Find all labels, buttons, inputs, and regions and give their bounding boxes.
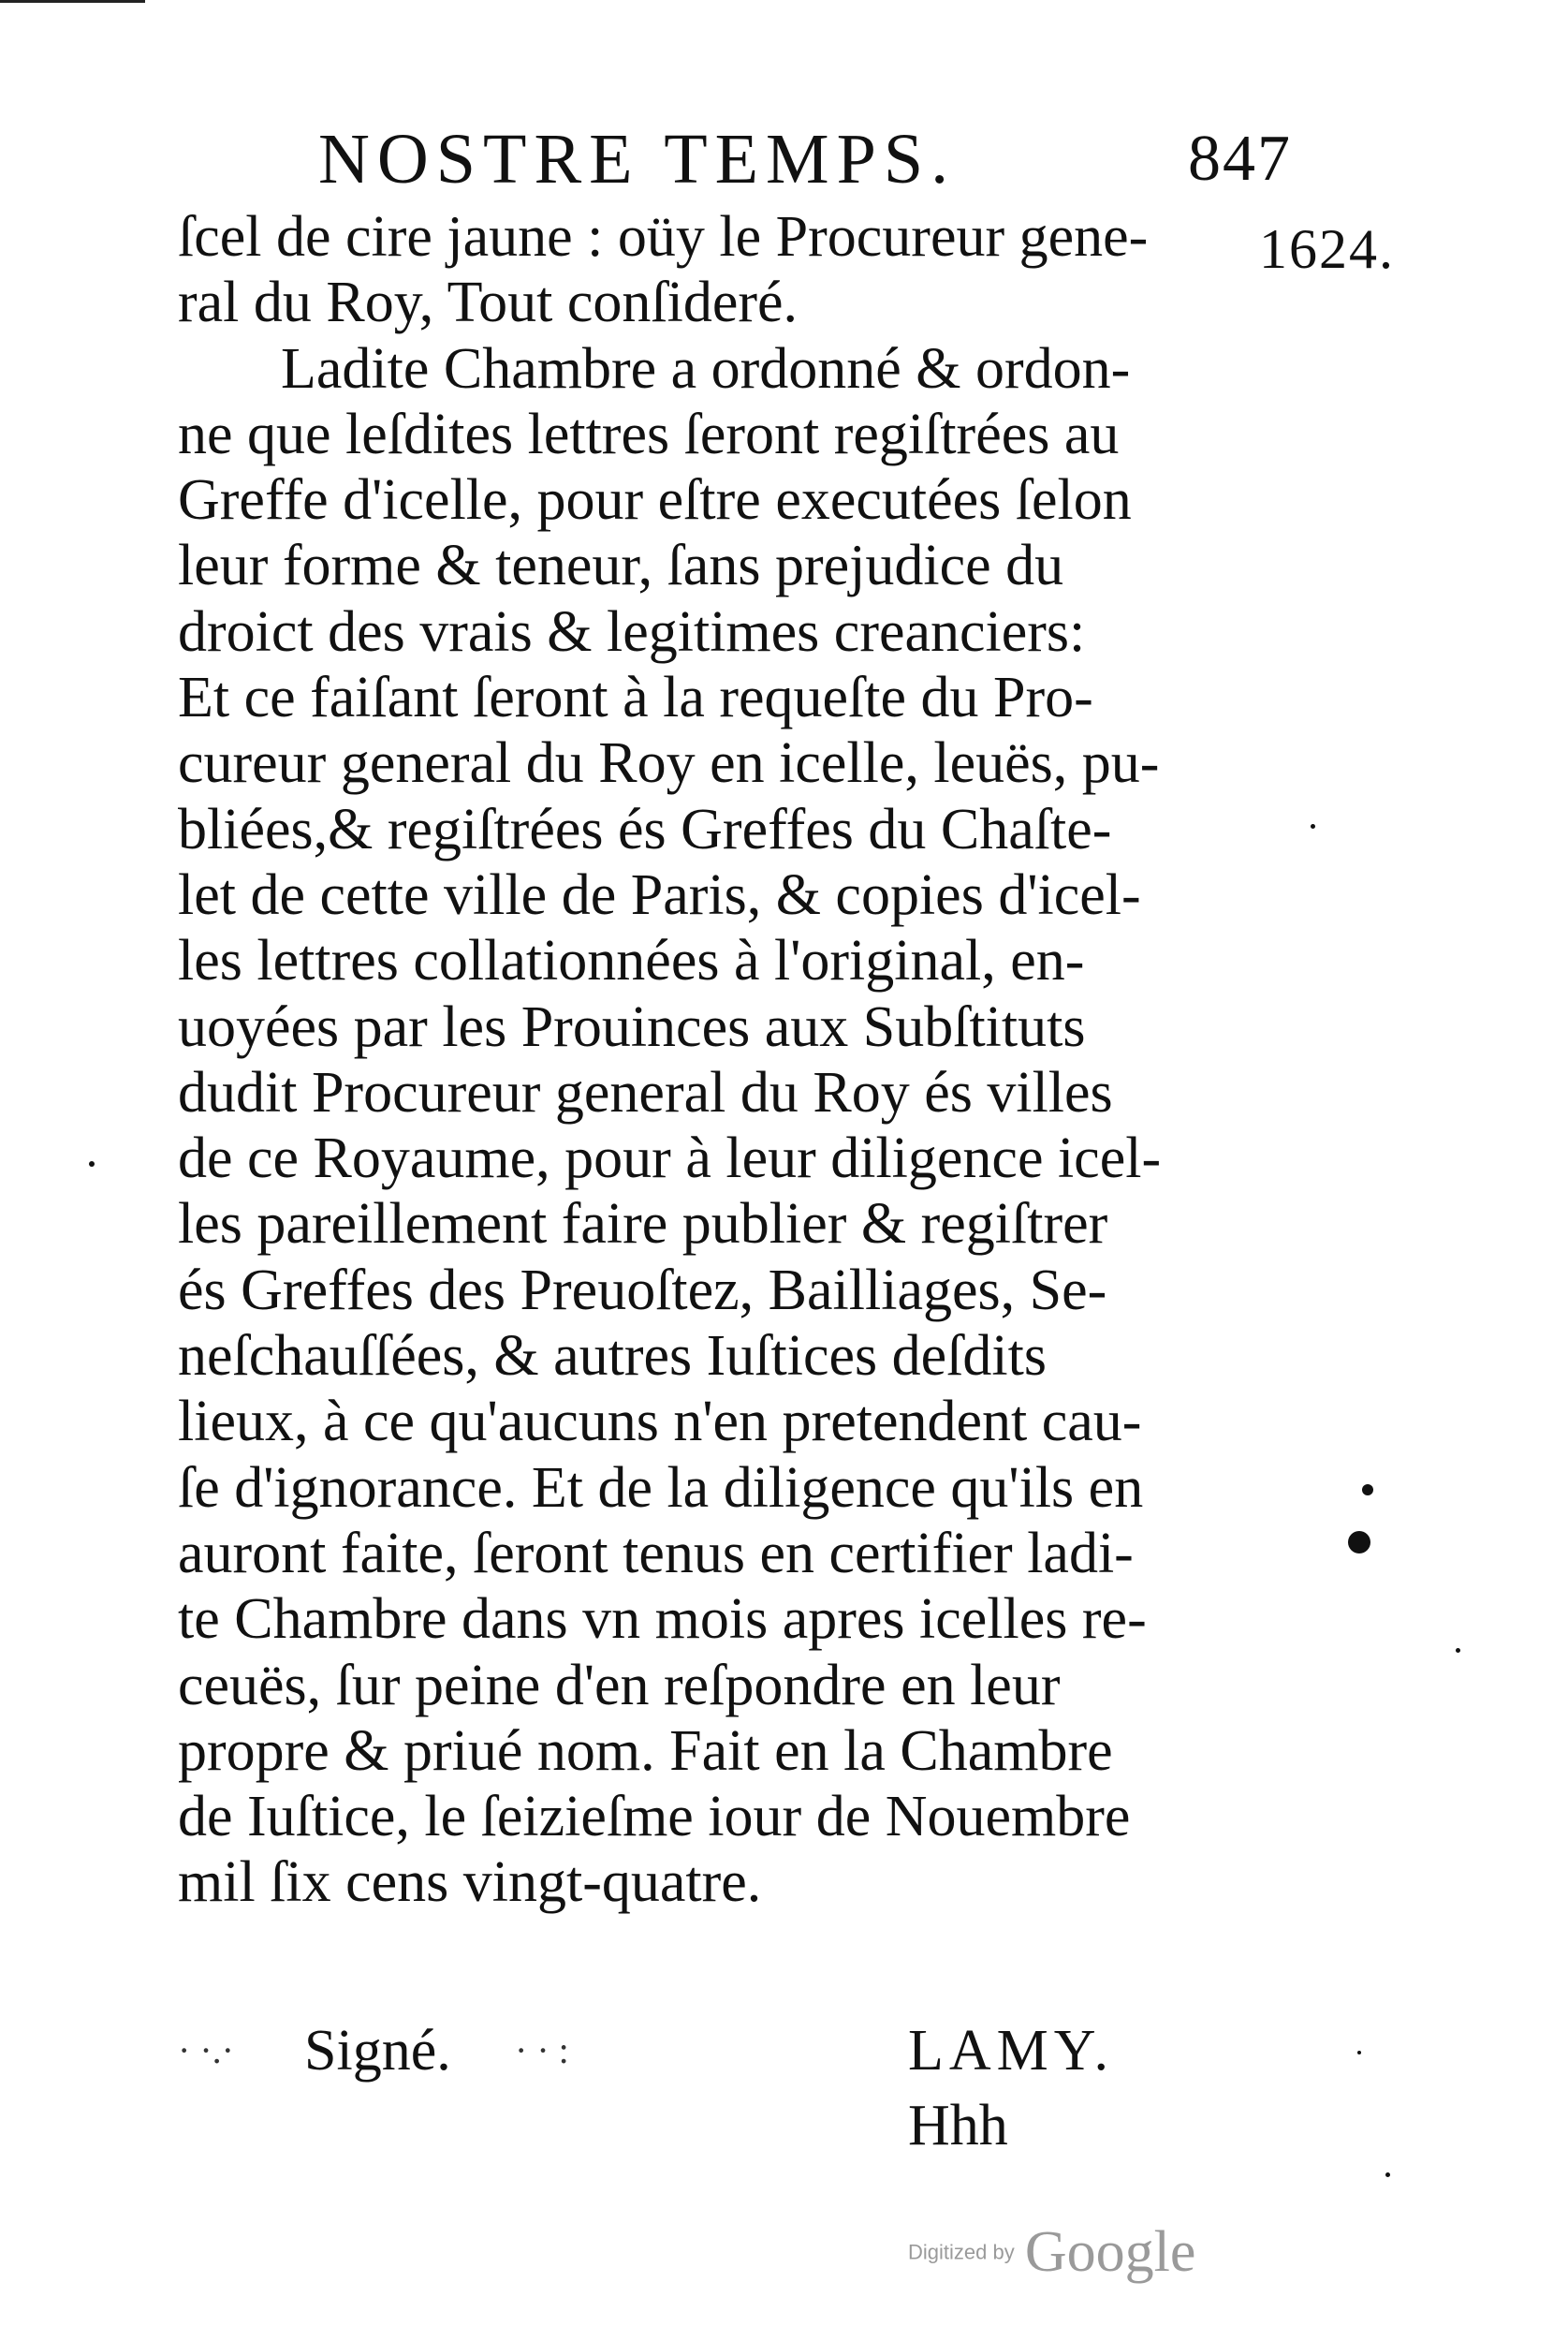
- body-line: te Chambre dans vn mois apres icelles re-: [178, 1587, 1147, 1652]
- body-text: [178, 204, 1264, 1916]
- body-line: droict des vrais & legitimes creanciers:: [178, 599, 1086, 664]
- body-line: Ladite Chambre a ordonné & ordon-: [281, 336, 1131, 401]
- catchword: Hhh: [908, 2094, 1008, 2157]
- watermark-brand: Google: [1024, 2220, 1196, 2284]
- body-line: mil ſix cens vingt-quatre.: [178, 1850, 762, 1915]
- body-line: ſe d'ignorance. Et de la diligence qu'ils en: [178, 1455, 1144, 1520]
- margin-year-note: 1624.: [1259, 218, 1395, 280]
- body-line: de ce Royaume, pour à leur diligence icel-: [178, 1126, 1162, 1191]
- ink-speck: [1385, 2172, 1390, 2177]
- body-line: lieux, à ce qu'aucuns n'en pretendent cau-: [178, 1390, 1142, 1454]
- body-line: let de cette ville de Paris, & copies d'icel-: [178, 862, 1141, 927]
- body-line: de Iuſtice, le ſeizieſme iour de Nouembre: [178, 1785, 1131, 1849]
- body-line: dudit Procureur general du Roy és villes: [178, 1060, 1113, 1125]
- body-line: bliées,& regiſtrées és Greffes du Chaſte-: [178, 797, 1112, 861]
- ink-speck: [1311, 824, 1315, 829]
- page-number: 847: [1188, 123, 1292, 195]
- body-line: uoyées par les Prouinces aux Subſtituts: [178, 994, 1086, 1059]
- signature-dots-left: · ·.·: [178, 2029, 234, 2071]
- ink-speck: [89, 1161, 95, 1167]
- body-line: ne que leſdites lettres ſeront regiſtrées au: [178, 402, 1120, 466]
- running-head: [318, 112, 1292, 206]
- body-line: leur forme & teneur, ſans prejudice du: [178, 534, 1064, 598]
- signature-label: Signé.: [304, 2019, 451, 2083]
- body-line: cureur general du Roy en icelle, leuës, pu-: [178, 731, 1160, 796]
- signatory-name: LAMY.: [908, 2019, 1115, 2083]
- ink-speck: [1357, 2051, 1361, 2054]
- digitization-watermark: [908, 2219, 1195, 2304]
- ink-speck: [1456, 1648, 1460, 1653]
- watermark-prefix: Digitized by: [908, 2240, 1015, 2264]
- body-line: auront faite, ſeront tenus en certifier ladi-: [178, 1521, 1134, 1585]
- body-line: ral du Roy, Tout conſideré.: [178, 271, 799, 335]
- body-line: Greffe d'icelle, pour eſtre executées ſelon: [178, 468, 1132, 533]
- body-line: ceuës, ſur peine d'en reſpondre en leur: [178, 1653, 1061, 1717]
- body-line: propre & priué nom. Fait en la Chambre: [178, 1718, 1113, 1783]
- body-line: neſchauſſées, & autres Iuſtices deſdits: [178, 1324, 1047, 1389]
- signature-line: [178, 2013, 1264, 2088]
- body-line: és Greffes des Preuoſtez, Bailliages, Se-: [178, 1258, 1107, 1322]
- body-line: Et ce faiſant ſeront à la requeſte du Pro-: [178, 666, 1093, 730]
- signature-dots-mid: · · :: [515, 2029, 569, 2071]
- ink-speck: [1348, 1531, 1370, 1553]
- body-line: ſcel de cire jaune : oüy le Procureur gene-: [178, 205, 1149, 269]
- body-line: les lettres collationnées à l'original, en-: [178, 929, 1085, 994]
- ink-speck: [1362, 1484, 1373, 1495]
- body-line: les pareillement faire publier & regiſtrer: [178, 1192, 1108, 1257]
- top-edge-rule: [0, 0, 145, 3]
- running-head-title: NOSTRE TEMPS.: [318, 120, 957, 199]
